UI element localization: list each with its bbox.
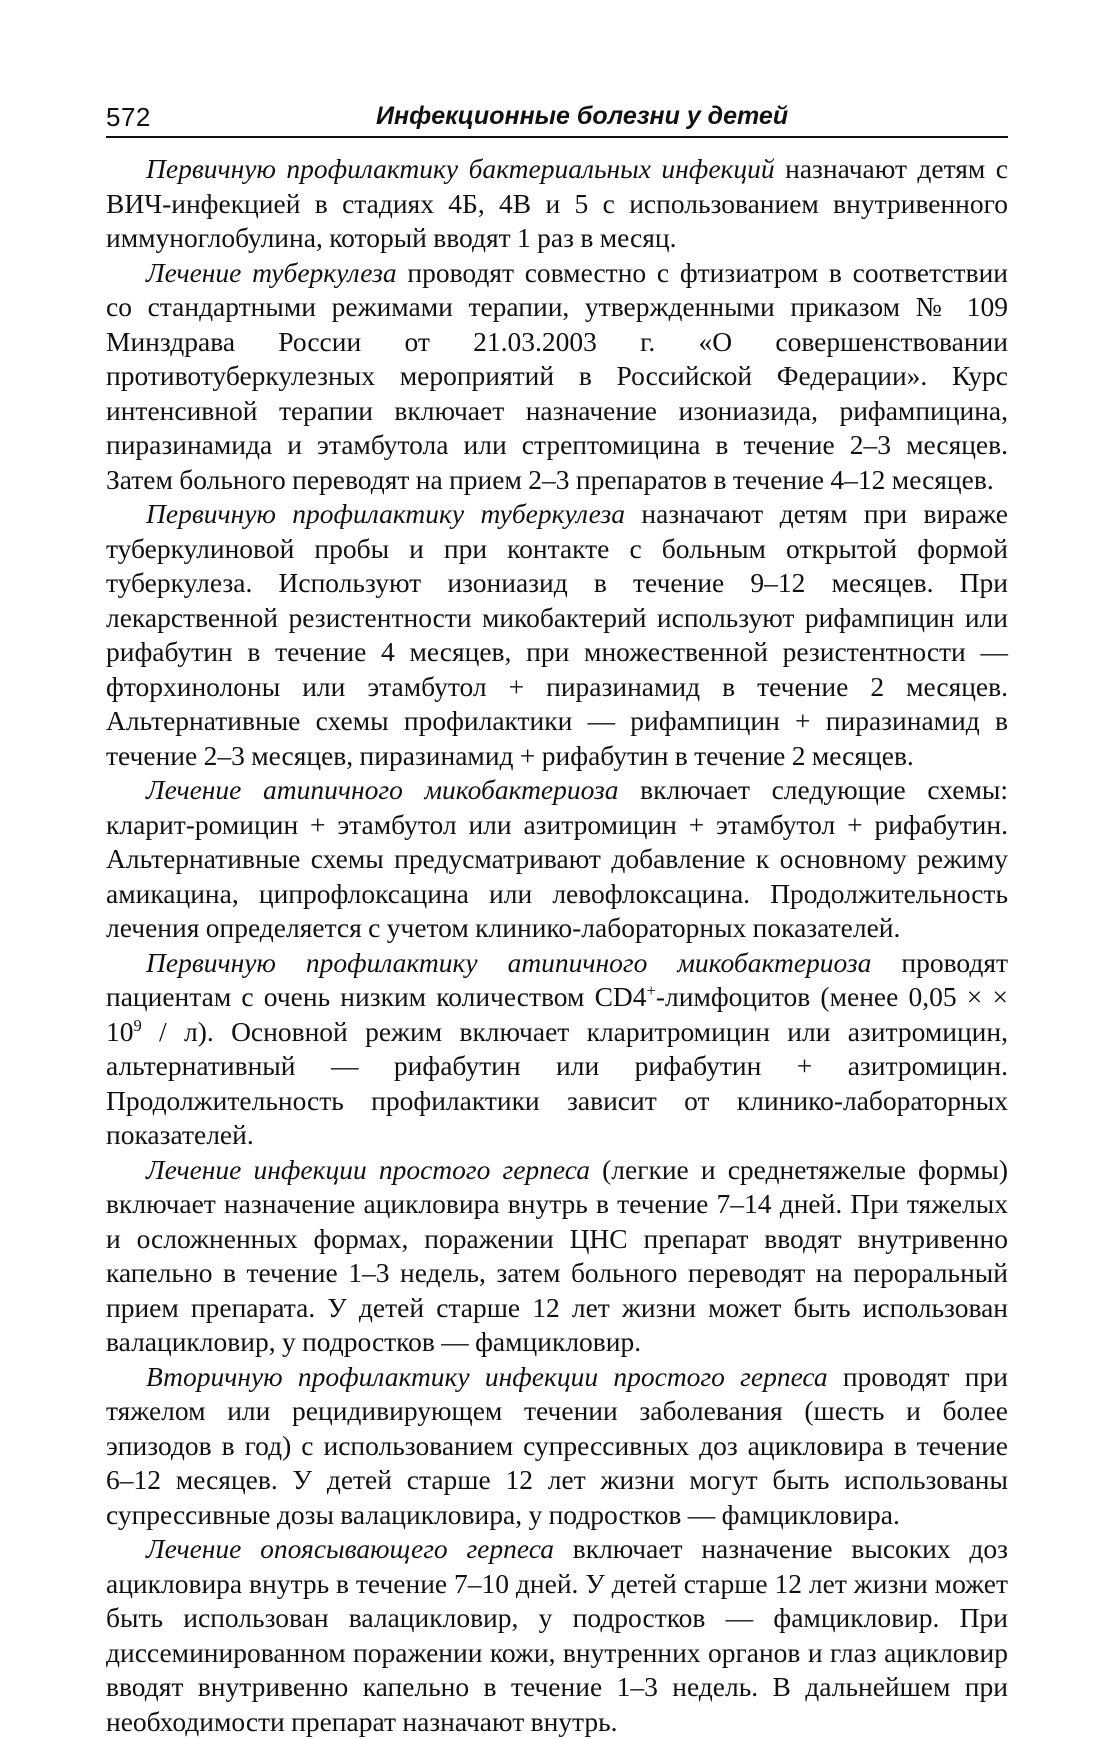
paragraph-text: проводят при тяжелом или рецидивирующем течении заболевания (шесть и более эпизодов в год) с использованием супрессивных доз ацикловира в течение 6–12 месяцев. У детей старше 12 лет жизни могут быть использованы супрессивные дозы валацикловира, у подростков — фамцикловира. [106,1360,1008,1530]
paragraph-tuberculosis-treatment [106,256,1008,498]
paragraph-atypical-mycobacteriosis-prophylaxis [106,946,1008,1153]
paragraph-text: / л). Основной режим включает кларитромицин или азитромицин, альтернативный — рифабутин или рифабутин + азитромицин. Продолжительность профилактики зависит от клинико-лабораторных показателей. [106,1015,1008,1150]
paragraph-text: проводят совместно с фтизиатром в соответствии со стандартными режимами терапии, утвержденными приказом № 109 Минздрава России от 21.03.2003 г. «О совершенствовании противотуберкулезных мероприятий в Российской Федерации». Курс интенсивной терапии включает назначение изониазида, рифампицина, пиразинамида и этамбутола или стрептомицина в течение 2–3 месяцев. Затем больного переводят на прием 2–3 препаратов в течение 4–12 месяцев. [106,256,1008,495]
paragraph-text: (легкие и среднетяжелые формы) включает назначение ацикловира внутрь в течение 7–14 дней. При тяжелых и осложненных формах, поражении ЦНС препарат вводят внутривенно капельно в течение 1–3 недель, затем больного переводят на пероральный прием препарата. У детей старше 12 лет жизни может быть использован валацикловир, у подростков — фамцикловир. [106,1153,1008,1357]
superscript: 9 [133,1015,142,1035]
paragraph-text: назначают детям при вираже туберкулиновой пробы и при контакте с больным открытой формой туберкулеза. Используют изониазид в течение 9–12 месяцев. При лекарственной резистентности микобактерий используют рифампицин или рифабутин в течение 4 месяцев, при множественной резистентности — фторхинолоны или этамбутол + пиразинамид в течение 2 месяцев. Альтернативные схемы профилактики — рифампицин + пиразинамид в течение 2–3 месяцев, пиразинамид + рифабутин в течение 2 месяцев. [106,498,1008,771]
running-header [106,96,1008,138]
paragraph-herpes-simplex-secondary-prophylaxis [106,1360,1008,1533]
paragraph-text: включает следующие схемы: кларит-ромицин + этамбутол или азитромицин + этамбутол + рифабутин. Альтернативные схемы предусматривают добавление к основному режиму амикацина, ципрофлоксацина или левофлоксацина. Продолжительность лечения определяется с учетом клинико-лабораторных показателей. [106,774,1008,943]
paragraph-lead: Лечение туберкулеза [146,256,397,288]
paragraph-lead: Лечение инфекции простого герпеса [146,1153,591,1185]
paragraph-text: -лимфоцитов (менее 0,05 × × 10 [106,981,1008,1047]
paragraph-tuberculosis-prophylaxis [106,497,1008,773]
paragraph-lead: Первичную профилактику атипичного микобактериоза [146,946,872,978]
paragraph-herpes-zoster-treatment [106,1532,1008,1739]
paragraph-atypical-mycobacteriosis-treatment [106,773,1008,946]
paragraph-text: включает назначение высоких доз ацикловира внутрь в течение 7–10 дней. У детей старше 12 лет жизни может быть использован валацикловир, у подростков — фамцикловир. При диссеминированном поражении кожи, внутренних органов и глаз ацикловир вводят внутривенно капельно в течение 1–3 недель. В дальнейшем при необходимости препарат назначают внутрь. [106,1533,1008,1737]
body-text [106,152,1008,1739]
paragraph-lead: Лечение опоясывающего герпеса [146,1533,554,1564]
paragraph-text: назначают детям с ВИЧ-инфекцией в стадиях 4Б, 4В и 5 с использованием внутривенного иммуноглобулина, который вводят 1 раз в месяц. [106,153,1009,253]
superscript: + [646,980,656,1000]
running-header-title: Инфекционные болезни у детей [376,102,789,130]
paragraph-lead: Вторичную профилактику инфекции простого герпеса [146,1360,828,1392]
paragraph-lead: Первичную профилактику бактериальных инфекций [146,153,775,184]
page-number: 572 [106,102,151,132]
paragraph-lead: Первичную профилактику туберкулеза [146,498,625,529]
paragraph-bacterial-prophylaxis [106,152,1008,256]
paragraph-herpes-simplex-treatment [106,1153,1008,1360]
book-page [106,96,1008,1739]
paragraph-text: проводят пациентам с очень низким количеством CD4 [106,946,1008,1012]
paragraph-lead: Лечение атипичного микобактериоза [146,774,619,805]
